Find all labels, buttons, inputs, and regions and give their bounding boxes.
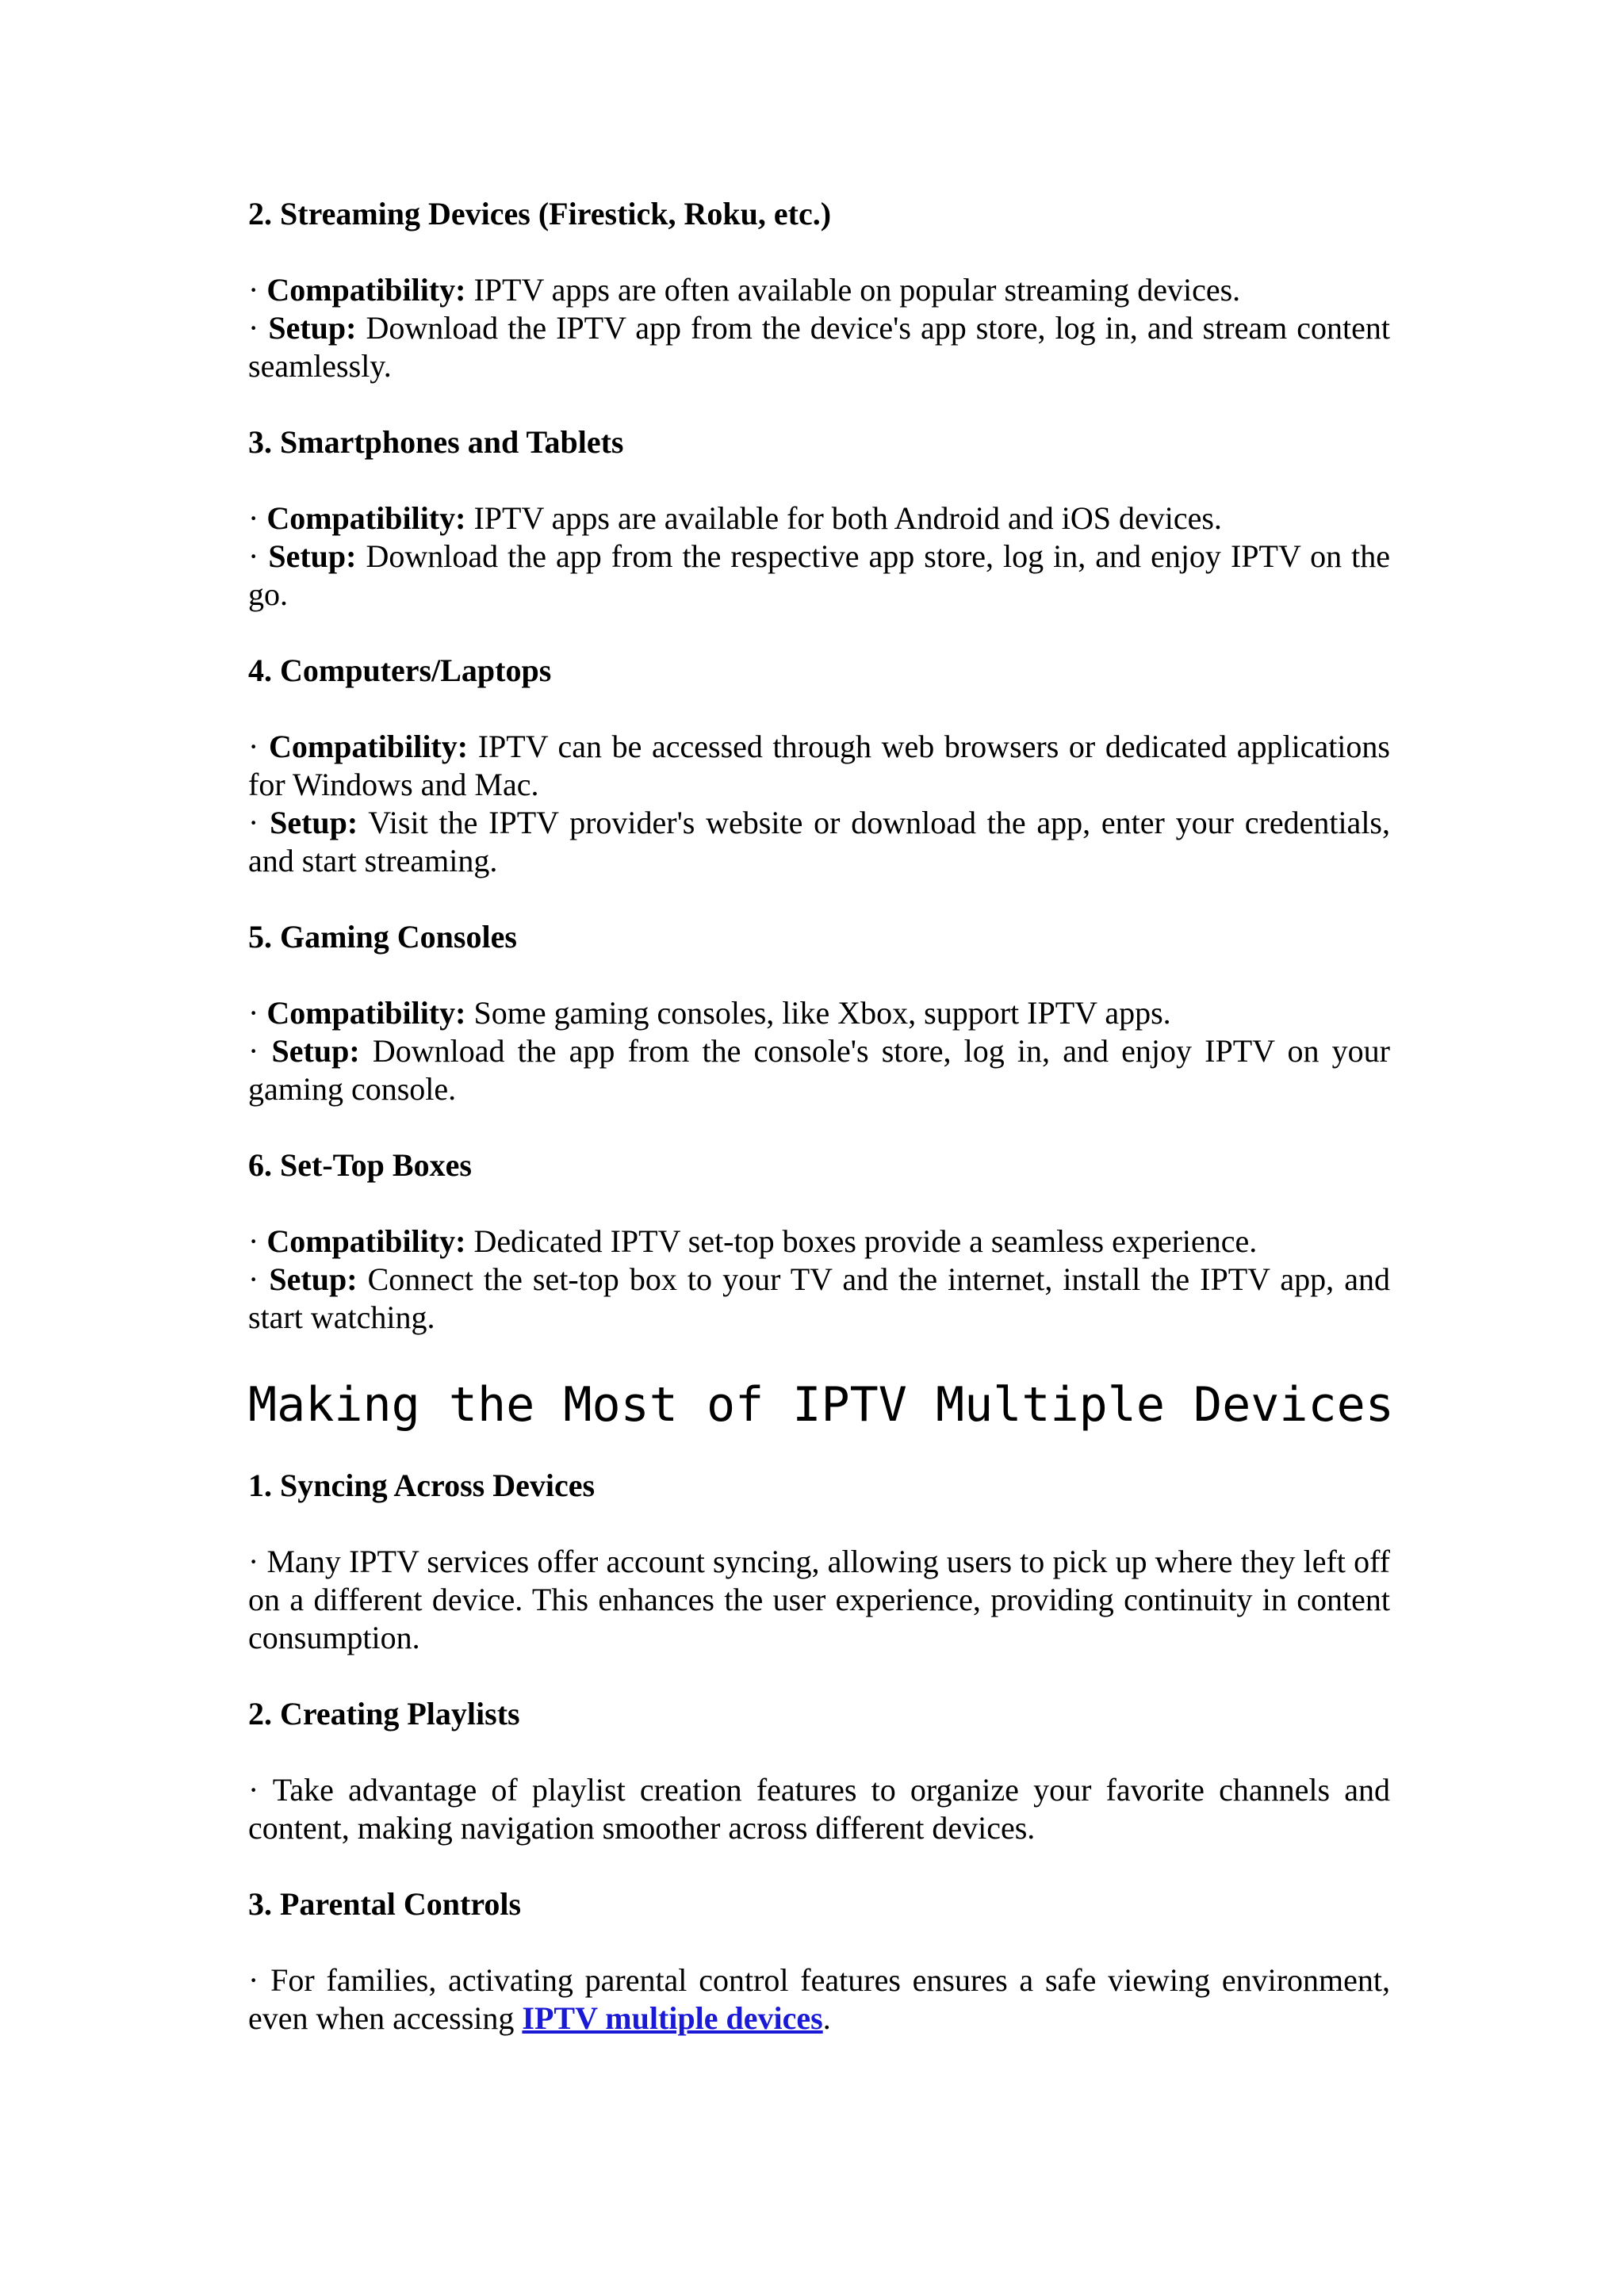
bullet-text: Dedicated IPTV set-top boxes provide a seamless experience. bbox=[465, 1223, 1258, 1259]
bullet-label: Setup: bbox=[270, 805, 358, 840]
paragraph bbox=[248, 1961, 1390, 2038]
section-computers bbox=[248, 652, 1390, 880]
bullet-marker: · bbox=[248, 995, 267, 1031]
bullet-setup bbox=[248, 1032, 1390, 1108]
bullet-setup bbox=[248, 804, 1390, 880]
bullet-marker: · bbox=[248, 729, 269, 764]
paragraph: · Take advantage of playlist creation features to organize your favorite channels and content, making navigation smoother across different devices. bbox=[248, 1772, 1390, 1846]
bullet-compatibility bbox=[248, 1223, 1390, 1261]
bullet-label: Compatibility: bbox=[268, 729, 469, 764]
bullet-marker: · bbox=[248, 805, 270, 840]
paragraph-text-end: . bbox=[822, 2000, 831, 2036]
section-smartphones bbox=[248, 423, 1390, 614]
bullet-text: Download the app from the respective app store, log in, and enjoy IPTV on the go. bbox=[248, 538, 1390, 612]
section-heading: 2. Creating Playlists bbox=[248, 1696, 520, 1732]
section-heading: 5. Gaming Consoles bbox=[248, 919, 517, 955]
main-heading: Making the Most of IPTV Multiple Devices bbox=[248, 1377, 1394, 1433]
section-heading: 3. Parental Controls bbox=[248, 1886, 522, 1922]
bullet-text: Connect the set-top box to your TV and the internet, install the IPTV app, and start watching. bbox=[248, 1261, 1390, 1335]
bullet-compatibility bbox=[248, 499, 1390, 538]
bullet-compatibility bbox=[248, 271, 1390, 309]
section-streaming-devices bbox=[248, 195, 1390, 385]
bullet-text: Visit the IPTV provider's website or download the app, enter your credentials, and start streaming. bbox=[248, 805, 1390, 878]
bullet-compatibility bbox=[248, 728, 1390, 804]
bullet-label: Setup: bbox=[269, 1261, 358, 1297]
bullet-compatibility bbox=[248, 994, 1390, 1032]
bullet-setup bbox=[248, 538, 1390, 614]
bullet-marker: · bbox=[248, 310, 269, 346]
section-heading: 2. Streaming Devices (Firestick, Roku, etc.) bbox=[248, 196, 832, 232]
bullet-text: Download the app from the console's store, log in, and enjoy IPTV on your gaming console. bbox=[248, 1033, 1390, 1107]
bullet-label: Compatibility: bbox=[266, 500, 466, 536]
bullet-text: Download the IPTV app from the device's app store, log in, and stream content seamlessly. bbox=[248, 310, 1390, 384]
bullet-marker: · bbox=[248, 1223, 267, 1259]
paragraph-text: · For families, activating parental control features ensures a safe viewing environment, even when accessing bbox=[248, 1962, 1390, 2036]
bullet-text: Some gaming consoles, like Xbox, support IPTV apps. bbox=[465, 995, 1171, 1031]
bullet-label: Setup: bbox=[271, 1033, 360, 1069]
bullet-text: IPTV apps are often available on popular streaming devices. bbox=[465, 272, 1241, 308]
bullet-text: IPTV can be accessed through web browsers or dedicated applications for Windows and Mac. bbox=[248, 729, 1390, 802]
bullet-label: Compatibility: bbox=[266, 995, 466, 1031]
bullet-label: Compatibility: bbox=[266, 1223, 466, 1259]
bullet-label: Setup: bbox=[268, 310, 357, 346]
iptv-multiple-devices-link[interactable]: IPTV multiple devices bbox=[522, 2000, 823, 2036]
paragraph: · Many IPTV services offer account syncing, allowing users to pick up where they left off on a different device. This enhances the user experience, providing continuity in content consumption. bbox=[248, 1544, 1390, 1655]
bullet-marker: · bbox=[248, 272, 267, 308]
bullet-label: Setup: bbox=[268, 538, 357, 574]
bullet-label: Compatibility: bbox=[266, 272, 466, 308]
section-parental-controls bbox=[248, 1885, 1390, 2038]
section-heading: 3. Smartphones and Tablets bbox=[248, 424, 624, 460]
section-set-top-boxes bbox=[248, 1146, 1390, 1337]
section-playlists bbox=[248, 1695, 1390, 1847]
bullet-marker: · bbox=[248, 538, 269, 574]
bullet-marker: · bbox=[248, 1261, 270, 1297]
section-heading: 6. Set-Top Boxes bbox=[248, 1147, 472, 1183]
bullet-marker: · bbox=[248, 500, 267, 536]
section-gaming-consoles bbox=[248, 918, 1390, 1108]
bullet-setup bbox=[248, 1261, 1390, 1337]
bullet-marker: · bbox=[248, 1033, 272, 1069]
bullet-text: IPTV apps are available for both Android and iOS devices. bbox=[465, 500, 1222, 536]
document-page bbox=[248, 195, 1394, 2076]
section-heading: 4. Computers/Laptops bbox=[248, 652, 552, 688]
section-syncing bbox=[248, 1467, 1390, 1657]
section-heading: 1. Syncing Across Devices bbox=[248, 1468, 596, 1503]
bullet-setup bbox=[248, 309, 1390, 385]
